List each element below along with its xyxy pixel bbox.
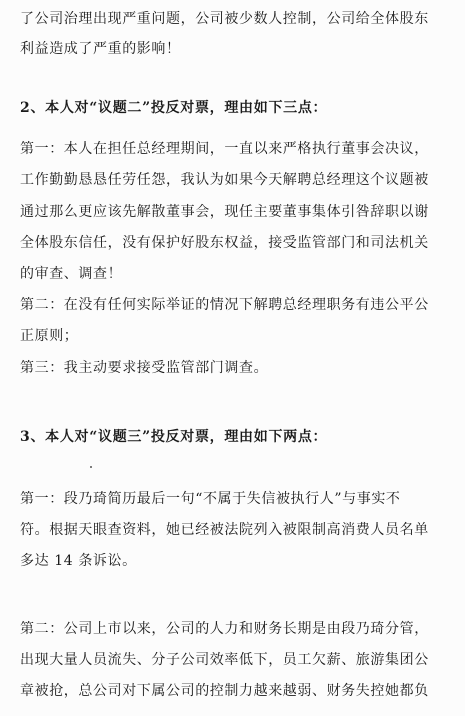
- body-text-line: 工作勤勤恳恳任劳任怨，我认为如果今天解聘总经理这个议题被: [20, 172, 429, 188]
- body-text-line: 第一：本人在担任总经理期间，一直以来严格执行董事会决议，: [20, 141, 429, 157]
- section-heading-2: 2、本人对“议题二”投反对票，理由如下三点：: [20, 100, 328, 116]
- body-text-line: 通过那么更应该先解散董事会，现任主要董事集体引咎辞职以谢: [20, 204, 429, 220]
- body-text-line: 全体股东信任，没有保护好股东权益，接受监管部门和司法机关: [20, 235, 429, 251]
- body-text-line: 章被抢，总公司对下属公司的控制力越来越弱、财务失控她都负: [20, 683, 429, 699]
- body-text-line: 第三：我主动要求接受监管部门调查。: [20, 360, 269, 376]
- scan-speck: [90, 466, 92, 468]
- body-text-line: 了公司治理出现严重问题，公司被少数人控制，公司给全体股东: [20, 11, 429, 27]
- body-text-line: 利益造成了严重的影响！: [20, 41, 181, 57]
- body-text-line: 多达 14 条诉讼。: [20, 553, 137, 569]
- body-text-line: 符。根据天眼查资料，她已经被法院列入被限制高消费人员名单: [20, 522, 429, 538]
- body-text-line: 正原则；: [20, 328, 79, 344]
- body-text-line: 第一：段乃琦简历最后一句“不属于失信被执行人”与事实不: [20, 491, 401, 507]
- body-text-line: 第二：在没有任何实际举证的情况下解聘总经理职务有违公平公: [20, 297, 429, 313]
- body-text-line: 的审查、调查！: [20, 266, 123, 282]
- section-heading-3: 3、本人对“议题三”投反对票，理由如下两点：: [20, 429, 328, 445]
- body-text-line: 出现大量人员流失、分子公司效率低下，员工欠薪、旅游集团公: [20, 652, 429, 668]
- body-text-line: 第二：公司上市以来，公司的人力和财务长期是由段乃琦分管，: [20, 621, 429, 637]
